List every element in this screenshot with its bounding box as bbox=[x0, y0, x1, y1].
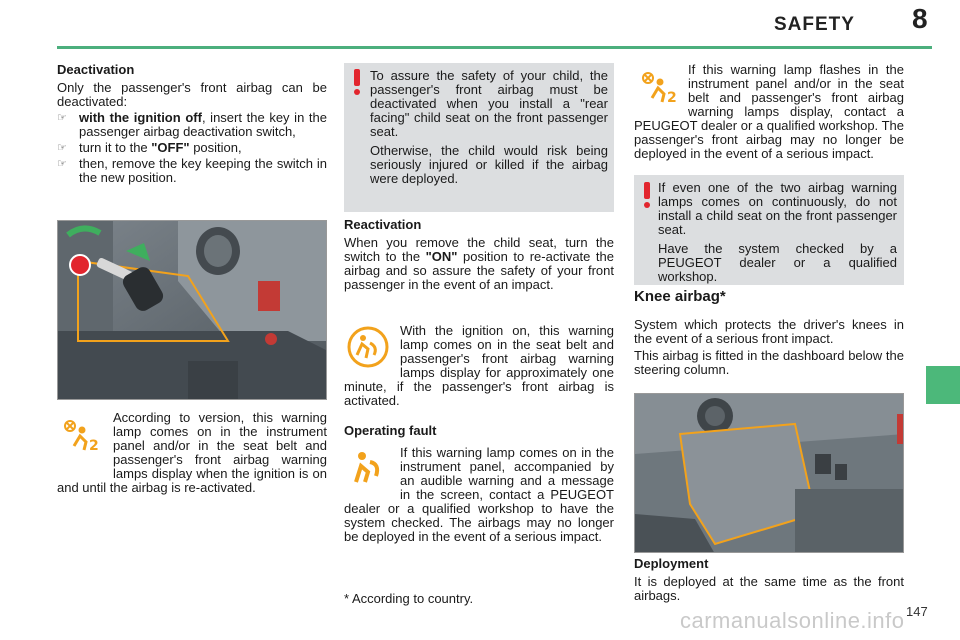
knee-airbag-section bbox=[634, 318, 904, 379]
child-warning-p2: Otherwise, the child would risk being seriously injured or killed if the airbag were deployed. bbox=[370, 143, 608, 186]
flashing-lamp-note bbox=[634, 63, 904, 163]
knee-airbag-p1: System which protects the driver's knees in the event of a serious front impact. bbox=[634, 317, 904, 346]
step-2-bold: "OFF" bbox=[151, 140, 190, 155]
chapter-side-tab bbox=[926, 366, 960, 404]
knee-airbag-title: Knee airbag* bbox=[634, 288, 726, 305]
icon-spacer bbox=[634, 63, 688, 119]
icon-spacer bbox=[344, 324, 400, 380]
reactivation-text-bold: "ON" bbox=[425, 249, 458, 264]
version-note-text: According to version, this warning lamp comes on in the instrument panel and/or in the seat belt and passenger's front airbag warning lamps display when the ignition is on and until the airbag is re-activated. bbox=[57, 410, 327, 495]
page-number: 147 bbox=[906, 604, 928, 619]
knee-airbag-illustration bbox=[635, 394, 904, 553]
operating-fault-section bbox=[344, 424, 614, 442]
operating-fault-text-block bbox=[344, 446, 614, 546]
footnote: * According to country. bbox=[344, 591, 474, 606]
step-1-bold: with the ignition off bbox=[79, 110, 202, 125]
reactivation-text-end: position to re-activate the airbag and so assure the safety of your front passenger in the event of an impact. bbox=[344, 249, 615, 292]
reactivation-heading: Reactivation bbox=[344, 217, 422, 232]
header-rule bbox=[57, 46, 932, 49]
operating-fault-heading: Operating fault bbox=[344, 423, 437, 438]
reactivation-text bbox=[344, 236, 614, 292]
flashing-lamp-text: If this warning lamp flashes in the instrument panel and/or in the seat belt and passenger's front airbag warning lamps display, contact a PEUGEOT dealer or a qualified workshop. The passenger's front airbag may no longer be deployed in the event of a serious impact. bbox=[634, 62, 904, 161]
version-note bbox=[57, 411, 327, 497]
svg-text:2: 2 bbox=[667, 90, 677, 106]
step-2-text: turn it to the bbox=[79, 140, 152, 155]
icon-spacer bbox=[344, 446, 400, 502]
reactivation-section bbox=[344, 218, 614, 294]
deployment-section bbox=[634, 557, 904, 605]
reactivation-text-start: When you remove the child seat, turn the switch to the bbox=[344, 235, 614, 264]
operating-fault-text: If this warning lamp comes on in the instrument panel, accompanied by an audible warning and a message in the screen, contact a PEUGEOT dealer or a qualified workshop to have the system checked. The airbags may no longer be deployed in the event of a serious impact. bbox=[344, 445, 614, 544]
deactivation-intro: Only the passenger's front airbag can be deactivated: bbox=[57, 80, 327, 109]
chapter-number: 8 bbox=[912, 3, 928, 34]
airbag-switch-photo bbox=[57, 220, 327, 400]
child-safety-warning-text bbox=[370, 69, 608, 188]
knee-airbag-p2: This airbag is fitted in the dashboard below the steering column. bbox=[634, 348, 904, 377]
ignition-on-text: With the ignition on, this warning lamp comes on in the seat belt and passenger's front airbag warning lamps display for approximately one minute, if the passenger's front airbag is activated. bbox=[344, 323, 614, 408]
deactivation-step-2 bbox=[57, 141, 327, 155]
child-warning-p1: To assure the safety of your child, the passenger's front airbag must be deactivated when you install a "rear facing" child seat on the front passenger seat. bbox=[370, 68, 608, 139]
deactivation-step-1 bbox=[57, 111, 327, 139]
deployment-text: It is deployed at the same time as the front airbags. bbox=[634, 574, 904, 603]
deactivation-heading: Deactivation bbox=[57, 62, 135, 77]
watermark: carmanualsonline.info bbox=[680, 608, 905, 633]
deactivation-step-3: ☞ then, remove the key keeping the switch in the new position. bbox=[57, 157, 327, 185]
ignition-on-note bbox=[344, 324, 614, 410]
warning-exclamation-icon bbox=[352, 69, 362, 95]
page-title: SAFETY bbox=[774, 14, 855, 35]
icon-spacer bbox=[57, 411, 113, 469]
step-2-text-end: position, bbox=[189, 140, 242, 155]
airbag-switch-illustration bbox=[58, 221, 327, 400]
knee-airbag-photo bbox=[634, 393, 904, 553]
lamp-warning-p2: Have the system checked by a PEUGEOT dealer or a qualified workshop. bbox=[658, 241, 897, 284]
warning-exclamation-icon-2 bbox=[642, 182, 652, 208]
deployment-heading: Deployment bbox=[634, 556, 709, 571]
lamp-warning-text bbox=[658, 181, 897, 286]
lamp-warning-p1: If even one of the two airbag warning lamps comes on continuously, do not install a child seat on the front passenger seat. bbox=[658, 180, 897, 237]
deactivation-section bbox=[57, 63, 327, 187]
svg-text:2: 2 bbox=[89, 438, 99, 454]
step-1-text: , insert the key in the passenger airbag deactivation switch, bbox=[79, 110, 328, 139]
